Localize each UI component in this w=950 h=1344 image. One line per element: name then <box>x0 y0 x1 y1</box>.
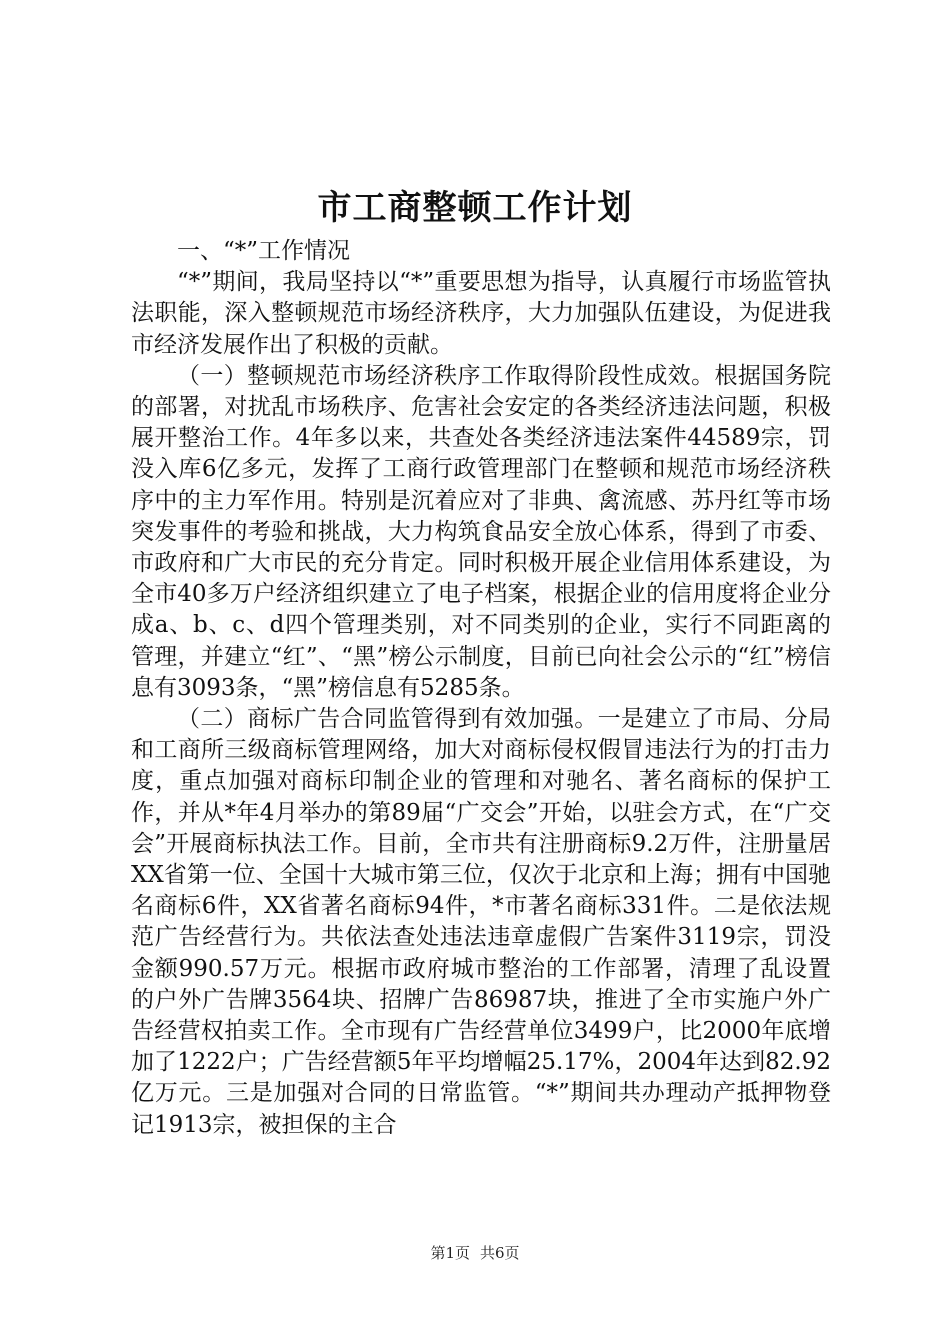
paragraph-intro: “*”期间，我局坚持以“*”重要思想为指导，认真履行市场监管执法职能，深入整顿规范市场经济秩序，大力加强队伍建设，为促进我市经济发展作出了积极的贡献。 <box>131 269 831 358</box>
document-body <box>131 236 831 1141</box>
page-number: 第1页 <box>430 1244 470 1262</box>
section-heading: 一、“*”工作情况 <box>177 238 351 264</box>
paragraph-trademark-advertising: （二）商标广告合同监管得到有效加强。一是建立了市局、分局和工商所三级商标管理网络，加大对商标侵权假冒违法行为的打击力度，重点加强对商标印制企业的管理和对驰名、著名商标的保护工作，并从*年4月举办的第89届“广交会”开始，以驻会方式，在“广交会”开展商标执法工作。目前，全市共有注册商标9.2万件，注册量居XX省第一位、全国十大城市第三位，仅次于北京和上海；拥有中国驰名商标6件，XX省著名商标94件，*市著名商标331件。二是依法规范广告经营行为。共依法查处违法违章虚假广告案件3119宗，罚没金额990.57万元。根据市政府城市整治的工作部署，清理了乱设置的户外广告牌3564块、招牌广告86987块，推进了全市实施户外广告经营权拍卖工作。全市现有广告经营单位3499户，比2000年底增加了1222户；广告经营额5年平均增幅25.17%，2004年达到82.92亿万元。三是加强对合同的日常监管。“*”期间共办理动产抵押物登记1913宗，被担保的主合 <box>131 706 831 1138</box>
page-footer <box>0 1243 950 1263</box>
paragraph-market-order: （一）整顿规范市场经济秩序工作取得阶段性成效。根据国务院的部署，对扰乱市场秩序、危害社会安定的各类经济违法问题，积极展开整治工作。4年多以来，共查处各类经济违法案件44589宗，罚没入库6亿多元，发挥了工商行政管理部门在整顿和规范市场经济秩序中的主力军作用。特别是沉着应对了非典、禽流感、苏丹红等市场突发事件的考验和挑战，大力构筑食品安全放心体系，得到了市委、市政府和广大市民的充分肯定。同时积极开展企业信用体系建设，为全市40多万户经济组织建立了电子档案，根据企业的信用度将企业分成a、b、c、d四个管理类别，对不同类别的企业，实行不同距离的管理，并建立“红”、“黑”榜公示制度，目前已向社会公示的“红”榜信息有3093条，“黑”榜信息有5285条。 <box>131 362 831 701</box>
document-title: 市工商整顿工作计划 <box>317 188 633 228</box>
page-total: 共6页 <box>480 1244 520 1262</box>
